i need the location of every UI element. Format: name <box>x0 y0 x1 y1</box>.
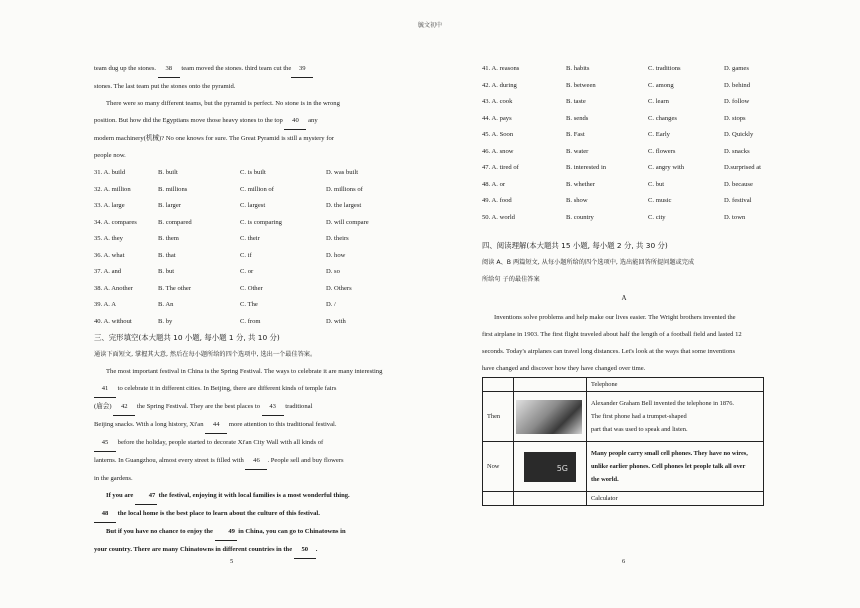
answer-blank: 46 <box>245 452 267 470</box>
option-choice: D. with <box>326 317 346 325</box>
option-choice: C. flowers <box>648 147 676 155</box>
option-choice: C. Early <box>648 131 670 138</box>
option-row <box>482 110 766 127</box>
option-choice: C. million of <box>240 185 274 193</box>
option-choice: 34. A. compares <box>94 218 137 226</box>
line-text: before the holiday, people started to decorate Xi'an City Wall with all kinds of <box>116 439 324 446</box>
option-row <box>94 181 384 198</box>
option-choice: D. Others <box>326 284 352 292</box>
option-row <box>482 60 766 77</box>
answer-blank: 38 <box>158 60 180 78</box>
option-choice: B. Fast <box>566 131 585 138</box>
option-choice: B. between <box>566 81 596 89</box>
option-choice: B. by <box>158 317 173 325</box>
line-text: the festival, enjoying it with local families is a most wonderful thing. <box>157 492 350 499</box>
answer-blank: 43 <box>262 398 284 416</box>
option-choice: D. festival <box>724 197 752 204</box>
header-mark: 毓文初中 <box>417 23 442 29</box>
cloze-line <box>94 505 384 523</box>
option-choice: B. millions <box>158 185 188 193</box>
line-text: to celebrate it in different cities. In Beijing, there are different kinds of temple fairs <box>116 385 337 392</box>
bell-telephone-photo <box>516 400 582 434</box>
option-row <box>482 143 766 160</box>
option-choice: 35. A. they <box>94 235 123 242</box>
option-row <box>482 77 766 94</box>
option-row <box>94 197 384 214</box>
section4-instructions-2: 所给句 子的最佳答案 <box>482 276 540 283</box>
cloze-line <box>94 523 384 541</box>
option-choice: 38. A. Another <box>94 284 133 292</box>
answer-blank: 47 <box>135 487 157 505</box>
option-choice: D.surprised at <box>724 164 761 171</box>
option-choice: C. if <box>240 251 252 259</box>
option-choice: D. because <box>724 180 753 188</box>
page-number-left: 5 <box>230 558 234 565</box>
right-page <box>482 60 766 506</box>
option-row <box>482 93 766 110</box>
cloze-line <box>94 416 384 434</box>
option-choice: B. whether <box>566 180 595 188</box>
option-choice: 37. A. and <box>94 268 122 275</box>
option-choice: 50. A. world <box>482 213 515 221</box>
option-choice: 44. A. pays <box>482 114 512 122</box>
option-choice: 46. A. snow <box>482 147 514 155</box>
line-text: But if you have no chance to enjoy the <box>106 528 215 535</box>
option-choice: D. games <box>724 65 749 72</box>
option-row <box>94 247 384 264</box>
option-choice: C. city <box>648 213 666 221</box>
cloze-line <box>94 380 384 398</box>
line-text: team moved the stones. <box>179 65 245 72</box>
answer-blank: 49 <box>215 523 237 541</box>
line-text: in China, you can go to Chinatowns in <box>236 528 346 535</box>
option-choice: C. is comparing <box>240 218 282 226</box>
option-choice: 40. A. without <box>94 317 132 325</box>
option-choice: C. is built <box>240 169 266 176</box>
row-label-then: Then <box>483 392 514 442</box>
option-choice: D. how <box>326 251 346 259</box>
cloze-line <box>94 487 384 505</box>
cloze-line <box>94 434 384 452</box>
cloze-passage <box>94 363 384 559</box>
table-footer-calculator: Calculator <box>587 492 764 506</box>
passage-a-line: seconds. Today's airplanes can travel long distances. Let's look at the ways that some inventions <box>482 348 736 355</box>
answer-blank: 50 <box>294 541 316 559</box>
answer-blank: 40 <box>284 112 306 130</box>
option-choice: C. The <box>240 301 258 308</box>
option-row <box>94 263 384 280</box>
cloze-line <box>94 452 384 470</box>
option-choice: 36. A. what <box>94 251 125 259</box>
option-choice: B. water <box>566 147 589 155</box>
option-choice: C. among <box>648 81 674 89</box>
line-text: Beijing snacks. With a long history, Xi'an <box>94 421 206 428</box>
cell-phone-photo: 5G <box>524 452 576 482</box>
option-choice: D. so <box>326 268 340 275</box>
passage-line <box>94 112 384 130</box>
line-text: the local home is the best place to learn about the culture of this festival. <box>116 510 320 517</box>
option-choice: 45. A. Soon <box>482 131 514 138</box>
option-choice: 48. A. or <box>482 180 506 188</box>
answer-blank: 45 <box>94 434 116 452</box>
line-text: . People sell and buy flowers <box>267 457 344 464</box>
option-choice: B. them <box>158 235 179 242</box>
option-choice: B. show <box>566 197 588 204</box>
line-text: lanterns. In Guangzhou, almost every street is filled with <box>94 457 246 464</box>
option-row <box>94 313 384 330</box>
passage-line: people now. <box>94 152 126 159</box>
option-choice: B. The other <box>158 284 192 292</box>
line-text: more attention to this traditional festival. <box>227 421 337 428</box>
option-choice: 43. A. cook <box>482 98 513 105</box>
option-choice: 41. A. reasons <box>482 65 520 72</box>
passage-a-line: have changed and discover how they have changed over time. <box>482 365 646 372</box>
option-choice: B. sends <box>566 114 589 122</box>
cloze-line: The most important festival in China is the Spring Festival. The ways to celebrate it are many interesting <box>106 368 383 375</box>
option-row <box>94 280 384 297</box>
option-choice: C. traditions <box>648 65 681 72</box>
option-choice: B. compared <box>158 218 192 226</box>
option-choice: C. from <box>240 317 261 325</box>
line-text: . <box>315 546 318 553</box>
option-choice: D. follow <box>724 98 750 105</box>
option-choice: D. was built <box>326 169 359 176</box>
section4-title: 四、阅读理解(本大题共 15 小题, 每小题 2 分, 共 30 分) <box>482 241 668 250</box>
passage-line <box>94 60 384 78</box>
option-choice: C. learn <box>648 98 669 105</box>
option-row <box>94 230 384 247</box>
option-row <box>482 209 766 226</box>
answer-blank: 44 <box>205 416 227 434</box>
answer-blank: 48 <box>94 505 116 523</box>
option-row <box>94 214 384 231</box>
option-choice: B. interested in <box>566 164 607 171</box>
line-text: (庙会) <box>94 403 114 410</box>
cloze-line <box>94 398 384 416</box>
answer-blank: 41 <box>94 380 116 398</box>
option-choice: C. their <box>240 235 260 242</box>
option-choice: 39. A. A <box>94 301 116 308</box>
option-choice: D. Quickly <box>724 131 754 138</box>
option-choice: C. Other <box>240 284 263 292</box>
option-choice: D. town <box>724 213 746 221</box>
passage-a-line: first airplane in 1903. The first flight traveled about half the length of a football field and lasted 12 <box>482 331 742 338</box>
line-text: any <box>306 117 318 124</box>
answer-blank: 42 <box>113 398 135 416</box>
answer-blank: 39 <box>291 60 313 78</box>
row-label-now: Now <box>483 442 514 492</box>
option-choice: D. snacks <box>724 147 750 155</box>
option-choice: C. largest <box>240 202 266 209</box>
passage-a <box>482 309 766 377</box>
line-text: your country. There are many Chinatowns in different countries in the <box>94 546 294 553</box>
cloze-line <box>94 541 384 559</box>
inventions-table <box>482 377 764 506</box>
option-choice: D. millions of <box>326 185 363 193</box>
passage-line: stones. The last team put the stones onto the pyramid. <box>94 83 236 90</box>
option-choice: 32. A. million <box>94 185 131 193</box>
passage-line: modern machinery(机械)? No one knows for sure. The Great Pyramid is still a mystery for <box>94 135 334 142</box>
option-choice: B. An <box>158 301 174 308</box>
section3-instructions: 通读下面短文, 掌握其大意, 然后在每小题所给的四个选项中, 选出一个最佳答案。 <box>94 351 317 358</box>
passage-a-heading: A <box>621 294 627 302</box>
option-choice: D. stops <box>724 114 746 122</box>
option-choice: 42. A. during <box>482 81 517 89</box>
option-row <box>482 126 766 143</box>
option-choice: 49. A. food <box>482 197 512 204</box>
option-choice: 47. A. tired of <box>482 164 519 171</box>
option-choice: B. larger <box>158 202 181 209</box>
line-text: If you are <box>106 492 135 499</box>
option-choice: C. changes <box>648 114 677 122</box>
option-row <box>482 176 766 193</box>
option-row <box>482 159 766 176</box>
option-choice: C. angry with <box>648 164 685 171</box>
cloze-line: in the gardens. <box>94 475 133 482</box>
option-choice: D. behind <box>724 81 751 89</box>
option-choice: B. but <box>158 268 175 275</box>
option-choice: B. country <box>566 213 594 221</box>
section4-instructions-1: 阅读 A、B 两篇短文, 从每小题所给的四个选项中, 选出能回答所提问题或完成 <box>482 259 695 266</box>
line-text: position. But how did the Egyptians move those heavy stones to the top <box>94 117 285 124</box>
left-page <box>94 60 384 559</box>
option-choice: B. habits <box>566 65 590 72</box>
line-text: traditional <box>283 403 313 410</box>
option-choice: C. music <box>648 197 672 204</box>
option-choice: C. but <box>648 180 665 188</box>
option-choice: B. built <box>158 169 178 176</box>
option-choice: C. or <box>240 268 254 275</box>
line-text: the Spring Festival. They are the best places to <box>135 403 262 410</box>
option-choice: 33. A. large <box>94 202 125 209</box>
option-choice: 31. A. build <box>94 169 126 176</box>
option-row <box>94 296 384 313</box>
passage-continuation <box>94 60 384 164</box>
option-choice: D. / <box>326 301 336 308</box>
passage-line: There were so many different teams, but the pyramid is perfect. No stone is in the wrong <box>106 100 340 107</box>
option-choice: D. theirs <box>326 235 349 242</box>
line-text: team dug up the stones. <box>94 65 158 72</box>
passage-a-line: Inventions solve problems and help make our lives easier. The Wright brothers invented the <box>494 314 736 321</box>
option-choice: B. that <box>158 251 176 259</box>
option-choice: D. the largest <box>326 202 362 209</box>
options-41-50 <box>482 60 766 225</box>
section3-title: 三、完形填空(本大题共 10 小题, 每小题 1 分, 共 10 分) <box>94 333 280 342</box>
table-header-telephone: Telephone <box>587 378 764 392</box>
option-choice: B. taste <box>566 98 586 105</box>
option-choice: D. will compare <box>326 218 369 226</box>
option-row <box>94 164 384 181</box>
now-description: Many people carry small cell phones. They have no wires, unlike earlier phones. Cell phones let people talk all over the world. <box>587 442 764 492</box>
then-description: Alexander Graham Bell invented the telephone in 1876. The first phone had a trumpet-shaped part that was used to speak and listen. <box>587 392 764 442</box>
page-number-right: 6 <box>622 558 626 565</box>
line-text: third team cut the <box>244 65 292 72</box>
option-row <box>482 192 766 209</box>
options-31-40 <box>94 164 384 329</box>
